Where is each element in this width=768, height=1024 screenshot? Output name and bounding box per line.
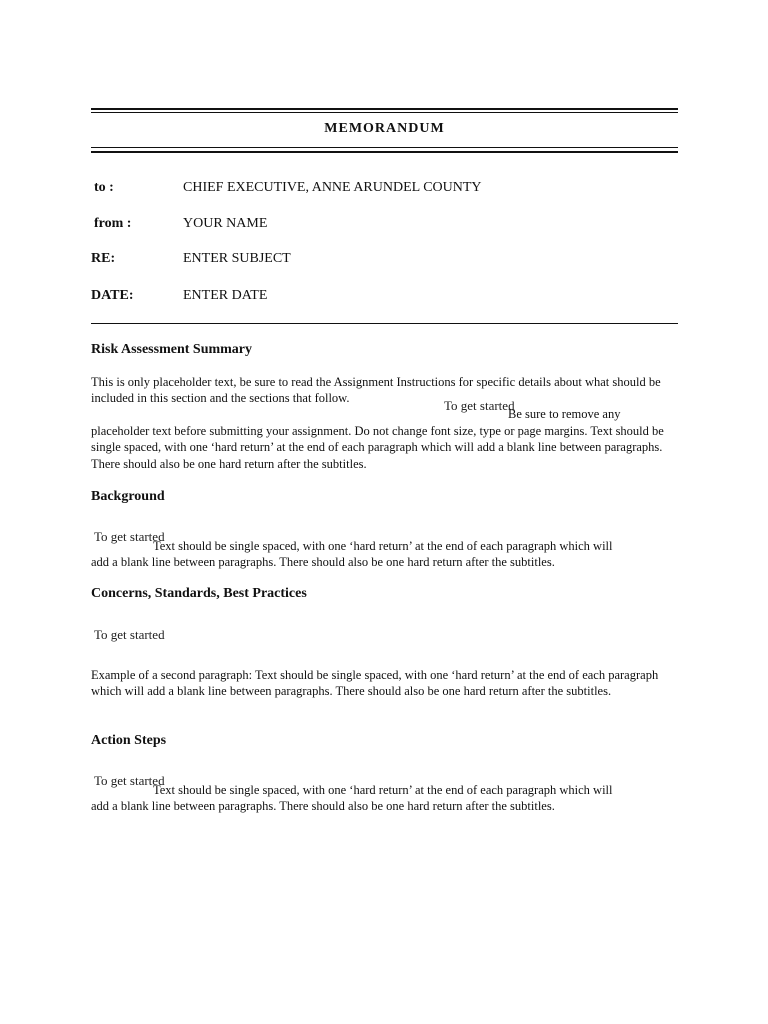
concerns-second-paragraph: Example of a second paragraph: Text should be single spaced, with one ‘hard return’ at the end of each paragraph which will add a blank line between paragraphs. There should also be one hard return after the subtitles. xyxy=(91,668,659,699)
title-rule-inner xyxy=(91,147,678,148)
title-rule xyxy=(91,151,678,153)
action-paragraph-first: Text should be single spaced, with one ‘hard return’ at the end of each paragraph which will xyxy=(153,783,613,797)
section-title-concerns: Concerns, Standards, Best Practices xyxy=(91,586,307,601)
concerns-text-field[interactable]: To get started xyxy=(94,627,165,642)
action-text-field[interactable]: To get started xyxy=(94,773,165,788)
risk-paragraph-field-tail: Be sure to remove any xyxy=(508,407,621,421)
re-value: ENTER SUBJECT xyxy=(183,251,291,266)
background-paragraph-first: Text should be single spaced, with one ‘hard return’ at the end of each paragraph which will xyxy=(153,539,613,553)
to-value: CHIEF EXECUTIVE, ANNE ARUNDEL COUNTY xyxy=(183,180,482,195)
re-label: RE: xyxy=(91,251,116,266)
section-title-risk: Risk Assessment Summary xyxy=(91,342,253,357)
memo-title: MEMORANDUM xyxy=(324,121,445,136)
background-text-field[interactable]: To get started xyxy=(94,529,165,544)
section-title-action: Action Steps xyxy=(91,733,167,748)
risk-paragraph-body: placeholder text before submitting your assignment. Do not change font size, type or page margins. Text should be single spaced, with one ‘hard return’ at the end of each paragraph which will add a blank line between paragraphs. There should also be one hard return after the subtitles. xyxy=(91,424,664,471)
action-paragraph-body: add a blank line between paragraphs. There should also be one hard return after the subtitles. xyxy=(91,799,555,813)
date-value: ENTER DATE xyxy=(183,288,268,303)
to-label: to : xyxy=(94,180,114,195)
from-label: from : xyxy=(94,216,132,231)
risk-text-field[interactable]: To get started xyxy=(444,398,515,413)
top-rule xyxy=(91,108,678,110)
date-label: DATE: xyxy=(91,288,134,303)
header-rule xyxy=(91,323,678,324)
top-rule-inner xyxy=(91,112,678,113)
risk-paragraph-intro: This is only placeholder text, be sure to read the Assignment Instructions for specific details about what should be included in this section and the sections that follow. xyxy=(91,375,661,406)
from-value: YOUR NAME xyxy=(183,216,268,231)
background-paragraph-body: add a blank line between paragraphs. There should also be one hard return after the subtitles. xyxy=(91,555,555,569)
section-title-background: Background xyxy=(91,489,165,504)
